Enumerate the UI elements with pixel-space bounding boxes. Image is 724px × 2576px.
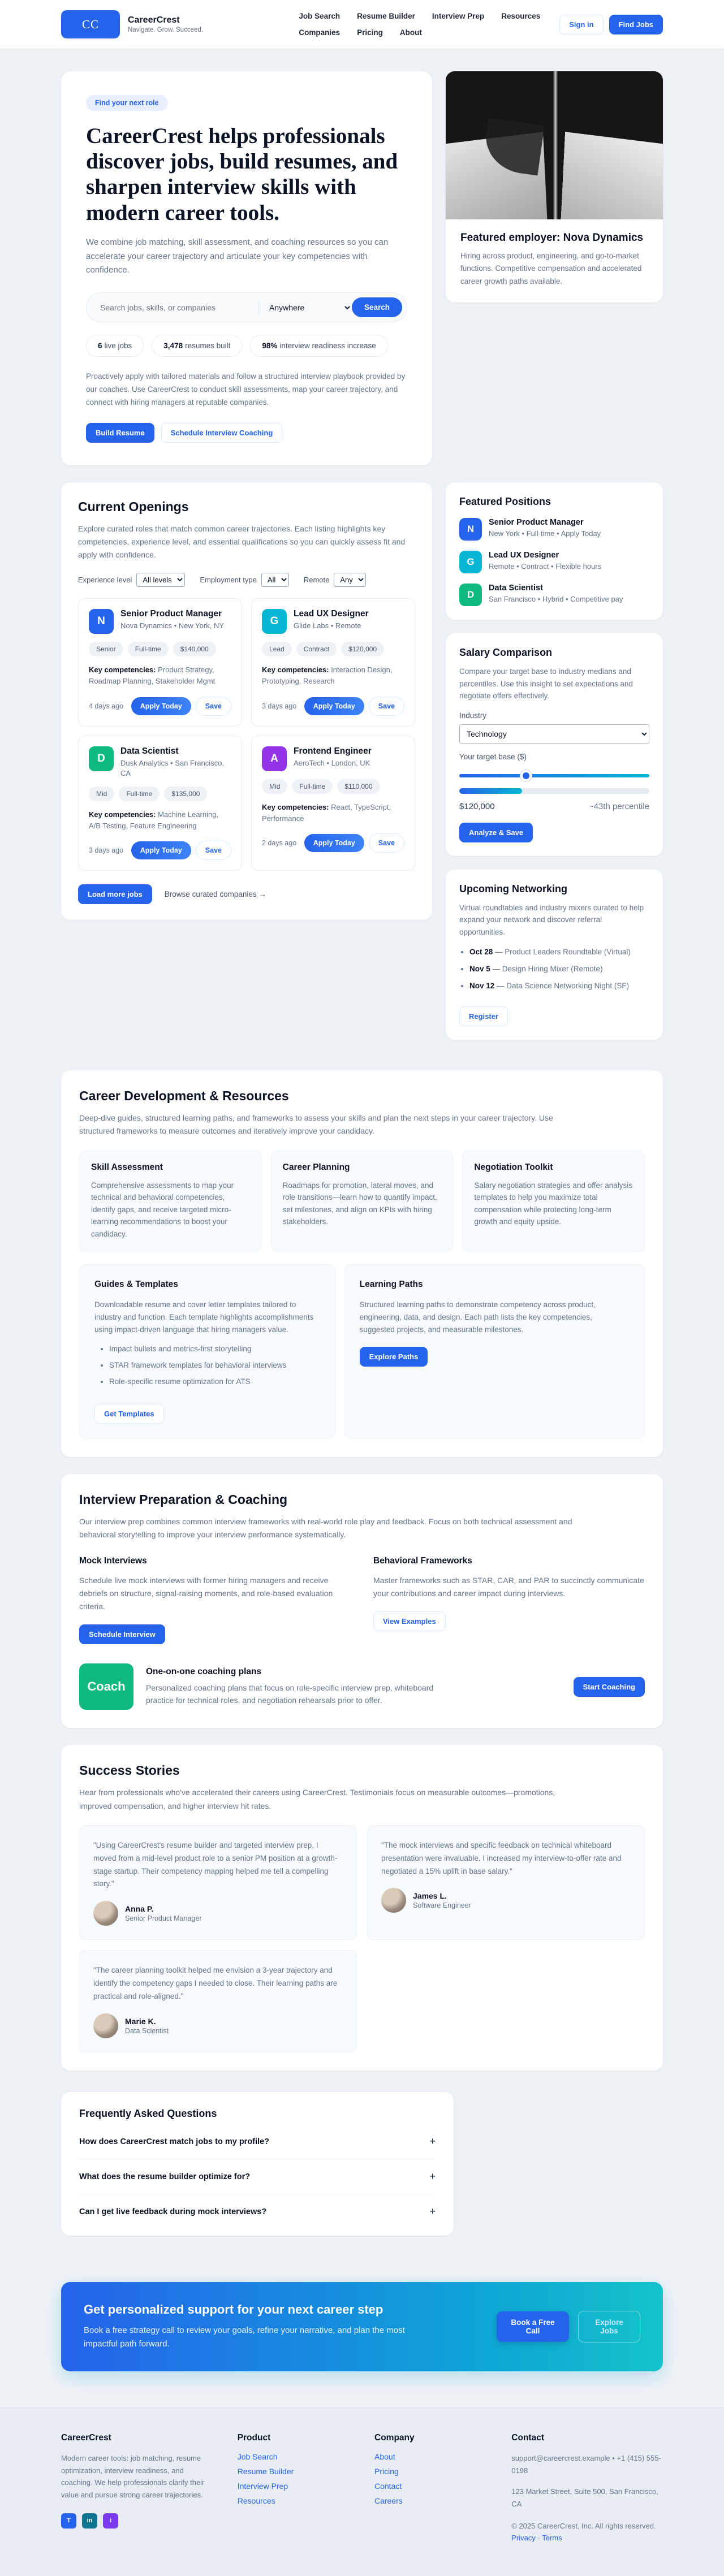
position-meta: New York • Full-time • Apply Today — [489, 529, 601, 538]
job-title: Data Scientist — [120, 746, 179, 756]
testimonial-quote: "The mock interviews and specific feedback on technical whiteboard presentation were invaluable. I increased my interview-to-offer rate and negotiated a 15% uplift in base salary." — [381, 1840, 622, 1875]
hero-section — [61, 71, 663, 465]
job-tag: Mid — [262, 779, 287, 794]
hero-subtitle: We combine job matching, skill assessment, and coaching resources so you can accelerate your career trajectory and articulate your key competencies with confidence. — [86, 237, 389, 275]
networking-text: Virtual roundtables and industry mixers curated to help expand your network and discover referral opportunities. — [459, 903, 644, 936]
header — [0, 0, 724, 49]
testimonial-quote: "The career planning toolkit helped me envision a 3-year trajectory and identify the competency gaps I needed to close. Their learning paths are practical and role-aligned." — [93, 1966, 338, 2001]
job-tag: Contract — [296, 642, 337, 656]
networking-event: • Nov 12 — Data Science Networking Night (SF) — [469, 980, 649, 992]
testimonial-role: Senior Product Manager — [125, 1914, 202, 1923]
filter-select[interactable] — [136, 573, 185, 587]
save-job-button[interactable]: Save — [196, 841, 231, 860]
behavioral-text: Master frameworks such as STAR, CAR, and PAR to succinctly communicate your contributions and career impact during interviews. — [373, 1576, 644, 1598]
load-more-jobs-button[interactable]: Load more jobs — [78, 884, 152, 904]
search-input[interactable] — [100, 303, 251, 312]
industry-select[interactable] — [459, 724, 649, 744]
testimonial-role: Software Engineer — [413, 1901, 471, 1910]
behavioral-title: Behavioral Frameworks — [373, 1556, 472, 1566]
hero-badge: Find your next role — [86, 95, 168, 111]
position-initial-icon: N — [459, 518, 482, 541]
save-job-button[interactable]: Save — [369, 697, 404, 716]
footer-link[interactable]: Job Search — [237, 2452, 278, 2462]
interview-title: Interview Preparation & Coaching — [79, 1492, 288, 1507]
brand-tagline: Navigate. Grow. Succeed. — [128, 27, 203, 33]
guides-bullet: • STAR framework templates for behavioral interviews — [109, 1360, 320, 1372]
job-company-location: Dusk Analytics • San Francisco, CA — [120, 758, 225, 777]
start-coaching-button[interactable]: Start Coaching — [574, 1677, 645, 1697]
brand-block — [128, 15, 203, 33]
networking-event: • Nov 5 — Design Hiring Mixer (Remote) — [469, 963, 649, 975]
sidebar — [446, 482, 663, 1053]
privacy-link[interactable]: Privacy — [511, 2534, 536, 2543]
job-title: Frontend Engineer — [294, 746, 372, 756]
cta-title: Get personalized support for your next career step — [84, 2302, 383, 2317]
sign-in-button[interactable]: Sign in — [559, 15, 603, 34]
stat-pill: 3,478 resumes built — [152, 335, 242, 357]
success-stories-panel — [61, 1745, 663, 2071]
footer-contact-column — [511, 2433, 663, 2544]
company-initial-icon: A — [262, 746, 287, 771]
apply-today-button[interactable]: Apply Today — [304, 697, 364, 715]
jobs-grid — [78, 598, 415, 871]
featured-employer-card — [446, 71, 663, 302]
guides-text: Downloadable resume and cover letter templates tailored to industry and function. Each template highlights accomplishments using impact-driven language that hiring managers value. — [94, 1300, 314, 1334]
faq-item[interactable] — [79, 2194, 436, 2229]
learning-paths-card — [344, 1264, 645, 1439]
featured-positions-title: Featured Positions — [459, 496, 551, 507]
search-button[interactable]: Search — [352, 297, 402, 317]
salary-title: Salary Comparison — [459, 647, 553, 658]
build-resume-button[interactable]: Build Resume — [86, 423, 154, 443]
resources-title: Career Development & Resources — [79, 1088, 289, 1104]
job-company-location: Nova Dynamics • New York, NY — [120, 621, 225, 630]
job-title: Lead UX Designer — [294, 609, 369, 619]
twitter-icon[interactable]: T — [61, 2513, 76, 2529]
expand-plus-icon[interactable]: + — [429, 2206, 436, 2218]
job-tag: Lead — [262, 642, 292, 656]
target-base-label: Your target base ($) — [459, 752, 527, 761]
filter-experience-level: Experience level All levels — [78, 573, 185, 587]
featured-employer-title: Featured employer: Nova Dynamics — [460, 232, 644, 244]
salary-comparison-card — [446, 633, 663, 856]
footer-link[interactable]: Resources — [237, 2496, 275, 2506]
resource-card-title: Skill Assessment — [91, 1162, 163, 1172]
company-initial-icon: D — [89, 746, 114, 771]
expand-plus-icon[interactable]: + — [429, 2136, 436, 2147]
target-base-slider[interactable] — [459, 770, 649, 781]
resource-card-text: Roadmaps for promotion, lateral moves, and role transitions—learn how to quantify impact, set milestones, and align on KPIs with hiring stakeholders. — [282, 1181, 437, 1226]
stories-title: Success Stories — [79, 1763, 180, 1778]
slider-thumb[interactable] — [520, 770, 532, 781]
linkedin-icon[interactable]: in — [82, 2513, 97, 2529]
apply-today-button[interactable]: Apply Today — [131, 841, 191, 859]
openings-title: Current Openings — [78, 499, 189, 514]
job-tag: Full-time — [292, 779, 333, 794]
resource-card-text: Comprehensive assessments to map your technical and behavioral competencies, identify gaps, and receive targeted micro-learning recommendations to boost your candidacy. — [91, 1181, 234, 1238]
company-initial-icon: G — [262, 609, 287, 634]
job-search-bar — [86, 292, 407, 322]
hero-title: CareerCrest helps professionals discover jobs, build resumes, and sharpen interview skills with modern career tools. — [86, 124, 398, 225]
job-competencies: Key competencies: Product Strategy, Roadmap Planning, Stakeholder Mgmt — [89, 665, 216, 686]
position-title: Senior Product Manager — [489, 518, 584, 527]
schedule-coaching-button[interactable]: Schedule Interview Coaching — [161, 423, 283, 443]
percentile-meter — [459, 788, 649, 794]
job-card — [251, 598, 415, 726]
job-company-location: AeroTech • London, UK — [294, 758, 370, 767]
faq-item[interactable] — [79, 2124, 436, 2159]
find-jobs-button[interactable]: Find Jobs — [609, 15, 663, 34]
brand-name: CareerCrest — [128, 15, 180, 25]
resource-card-title: Career Planning — [282, 1162, 350, 1172]
get-templates-button[interactable]: Get Templates — [94, 1404, 164, 1424]
faq-question: How does CareerCrest match jobs to my profile? — [79, 2137, 269, 2146]
footer-copyright: © 2025 CareerCrest, Inc. All rights reserved. Privacy · Terms — [511, 2521, 656, 2543]
testimonial-quote: "Using CareerCrest's resume builder and targeted interview prep, I moved from a mid-level product role to a senior PM position at a growth-stage startup. Their competency mapping helped me tell a compelling story." — [93, 1840, 338, 1888]
job-card — [78, 598, 242, 726]
resource-card-text: Salary negotiation strategies and offer analysis templates to help you maximize total compensation while protecting long-term growth and equity upside. — [474, 1181, 632, 1226]
resources-subtitle: Deep-dive guides, structured learning paths, and frameworks to assess your skills and plan the next steps in your career trajectory. Use structured frameworks to measure outcomes and iteratively improve your candidacy. — [79, 1113, 553, 1136]
nav-link[interactable]: About — [399, 28, 422, 37]
job-tag: $110,000 — [337, 779, 380, 794]
learning-text: Structured learning paths to demonstrate competency across product, engineering, data, and design. Each path lists the key competencies, suggested projects, and measurable milestones. — [359, 1300, 596, 1334]
nav-link[interactable]: Pricing — [357, 28, 383, 37]
terms-link[interactable]: Terms — [542, 2534, 562, 2543]
view-examples-button[interactable]: View Examples — [373, 1611, 446, 1631]
faq-question: What does the resume builder optimize for? — [79, 2172, 251, 2181]
job-tag: $135,000 — [164, 786, 207, 801]
hero-card — [61, 71, 432, 465]
main-nav — [299, 12, 540, 37]
salary-text: Compare your target base to industry medians and percentiles. Use this insight to set expectations and negotiate offers effectively. — [459, 667, 633, 701]
salary-percentile: ~43th percentile — [588, 801, 649, 811]
nav-link[interactable]: Job Search — [299, 12, 341, 20]
job-card — [78, 736, 242, 871]
nav-link[interactable]: Resources — [501, 12, 541, 20]
featured-positions-card — [446, 482, 663, 620]
footer-company-title: Company — [374, 2433, 415, 2443]
footer-link[interactable]: Careers — [374, 2496, 403, 2506]
job-filters — [78, 573, 415, 587]
position-meta: San Francisco • Hybrid • Competitive pay — [489, 595, 623, 603]
job-tag: $140,000 — [173, 642, 216, 656]
book-free-call-button[interactable]: Book a Free Call — [497, 2311, 569, 2342]
testimonial-card — [367, 1825, 645, 1940]
position-meta: Remote • Contract • Flexible hours — [489, 562, 602, 570]
job-title: Senior Product Manager — [120, 609, 222, 619]
faq-panel — [61, 2092, 454, 2236]
save-job-button[interactable]: Save — [369, 833, 404, 853]
footer-link[interactable]: About — [374, 2452, 395, 2462]
job-competencies: Key competencies: React, TypeScript, Performance — [262, 802, 391, 823]
mock-interviews-title: Mock Interviews — [79, 1556, 147, 1566]
explore-paths-button[interactable]: Explore Paths — [360, 1347, 428, 1367]
faq-item[interactable] — [79, 2159, 436, 2194]
featured-position-item[interactable] — [459, 518, 649, 541]
job-card — [251, 736, 415, 871]
footer-link[interactable]: Pricing — [374, 2467, 399, 2476]
footer-product-title: Product — [237, 2433, 271, 2443]
testimonial-role: Data Scientist — [125, 2027, 169, 2035]
job-posted-age: 2 days ago — [262, 839, 297, 847]
position-title: Lead UX Designer — [489, 551, 559, 560]
footer-link[interactable]: Resume Builder — [237, 2467, 294, 2476]
job-tag: Full-time — [128, 642, 169, 656]
mock-interviews-text: Schedule live mock interviews with former hiring managers and receive debriefs on structure, signal-raising moments, and role-based evaluation criteria. — [79, 1576, 333, 1611]
guides-bullet: • Impact bullets and metrics-first storytelling — [109, 1343, 320, 1355]
coaching-row — [79, 1663, 645, 1710]
divider — [258, 301, 259, 314]
networking-event: • Oct 28 — Product Leaders Roundtable (Virtual) — [469, 946, 649, 958]
footer-link[interactable]: Interview Prep — [237, 2482, 288, 2491]
nav-link[interactable]: Companies — [299, 28, 341, 37]
featured-employer-text: Hiring across product, engineering, and go-to-market functions. Competitive compensation and accelerated career growth paths available. — [460, 252, 642, 286]
filter-remote: Remote Any — [304, 573, 367, 587]
footer-contact-line1: support@careercrest.example • +1 (415) 555-0198 — [511, 2454, 661, 2475]
company-initial-icon: N — [89, 609, 114, 634]
resources-panel — [61, 1070, 663, 1457]
featured-position-item[interactable] — [459, 584, 649, 606]
footer-company-column — [374, 2433, 486, 2544]
footer-link[interactable]: Contact — [374, 2482, 402, 2491]
avatar — [93, 1901, 118, 1926]
featured-position-item[interactable] — [459, 551, 649, 573]
job-tag: $120,000 — [341, 642, 384, 656]
faq-title: Frequently Asked Questions — [79, 2108, 217, 2120]
copyright-text: © 2025 CareerCrest, Inc. All rights reserved. — [511, 2521, 656, 2530]
footer-contact-line2: 123 Market Street, Suite 500, San Francisco, CA — [511, 2487, 658, 2508]
featured-employer-photo — [446, 71, 663, 219]
position-initial-icon: G — [459, 551, 482, 573]
location-select[interactable] — [267, 302, 352, 313]
position-title: Data Scientist — [489, 584, 543, 593]
coach-badge: Coach — [79, 1663, 133, 1710]
job-company-location: Glide Labs • Remote — [294, 621, 361, 630]
openings-subtitle: Explore curated roles that match common career trajectories. Each listing highlights key competencies, experience level, and essential qualifications so you can quickly assess fit and apply with confidence. — [78, 524, 406, 560]
job-competencies: Key competencies: Interaction Design, Prototyping, Research — [262, 665, 393, 686]
learning-title: Learning Paths — [359, 1280, 423, 1290]
browse-companies-link[interactable]: Browse curated companies → — [164, 890, 266, 899]
testimonial-name: Anna P. — [125, 1904, 154, 1914]
logo[interactable]: CC — [61, 10, 120, 38]
filter-select[interactable] — [261, 573, 289, 587]
apply-today-button[interactable]: Apply Today — [131, 697, 191, 715]
job-tag: Full-time — [119, 786, 160, 801]
testimonial-name: James L. — [413, 1891, 447, 1901]
testimonial-name: Marie K. — [125, 2017, 156, 2026]
schedule-interview-button[interactable]: Schedule Interview — [79, 1624, 165, 1644]
filter-employment-type: Employment type All — [200, 573, 288, 587]
cta-banner — [61, 2282, 663, 2371]
guides-bullet: • Role-specific resume optimization for ATS — [109, 1376, 320, 1388]
job-posted-age: 4 days ago — [89, 702, 124, 710]
nav-link[interactable]: Interview Prep — [432, 12, 485, 20]
interview-panel — [61, 1474, 663, 1728]
resource-card — [271, 1151, 454, 1252]
coaching-text: Personalized coaching plans that focus on role-specific interview prep, whiteboard practice for technical roles, and negotiation rehearsals prior to offer. — [146, 1683, 434, 1705]
hero-note: Proactively apply with tailored materials and follow a structured interview playbook provided by our coaches. Use CareerCrest to conduct skill assessments, map your career trajectory, and connect with hiring managers at reputable companies. — [86, 372, 406, 407]
explore-jobs-button[interactable]: Explore Jobs — [578, 2311, 640, 2342]
stat-pill: 6 live jobs — [86, 335, 144, 357]
resource-card — [79, 1151, 262, 1252]
interview-subtitle: Our interview prep combines common interview frameworks with real-world role play and feedback. Focus on both technical assessment and behavioral storytelling to improve your interview performance systematically. — [79, 1517, 572, 1540]
industry-label: Industry — [459, 711, 487, 720]
networking-card — [446, 870, 663, 1040]
faq-question: Can I get live feedback during mock interviews? — [79, 2207, 267, 2216]
save-job-button[interactable]: Save — [196, 697, 231, 716]
expand-plus-icon[interactable]: + — [429, 2171, 436, 2182]
testimonial-card — [79, 1825, 357, 1940]
position-initial-icon: D — [459, 584, 482, 606]
job-competencies: Key competencies: Machine Learning, A/B Testing, Feature Engineering — [89, 810, 219, 831]
networking-title: Upcoming Networking — [459, 883, 568, 894]
coaching-title: One-on-one coaching plans — [146, 1667, 262, 1677]
cta-text: Book a free strategy call to review your goals, refine your narrative, and plan the most impactful path forward. — [84, 2326, 405, 2349]
instagram-icon[interactable]: i — [103, 2513, 118, 2529]
current-openings-panel — [61, 482, 432, 920]
filter-select[interactable] — [334, 573, 366, 587]
register-button[interactable]: Register — [459, 1006, 508, 1026]
networking-events — [459, 946, 649, 992]
resource-card-title: Negotiation Toolkit — [474, 1162, 553, 1172]
job-tag: Senior — [89, 642, 123, 656]
salary-amount: $120,000 — [459, 801, 495, 811]
avatar — [381, 1888, 406, 1913]
guides-title: Guides & Templates — [94, 1280, 178, 1290]
testimonial-card — [79, 1950, 357, 2052]
footer-blurb: Modern career tools: job matching, resume optimization, interview readiness, and coaching. We help professionals clarify their value and pursue strong career trajectories. — [61, 2454, 205, 2499]
footer-brand-column — [61, 2433, 213, 2544]
mock-interviews-block — [79, 1556, 351, 1644]
footer — [0, 2408, 724, 2576]
guides-templates-card — [79, 1264, 335, 1439]
job-posted-age: 3 days ago — [262, 702, 297, 710]
hero-stats — [86, 335, 407, 357]
footer-contact-title: Contact — [511, 2433, 544, 2443]
resource-card — [462, 1151, 645, 1252]
footer-product-column — [238, 2433, 350, 2544]
behavioral-frameworks-block — [373, 1556, 645, 1644]
analyze-save-button[interactable]: Analyze & Save — [459, 823, 533, 842]
stat-pill: 98% interview readiness increase — [250, 335, 387, 357]
job-tag: Mid — [89, 786, 114, 801]
stories-subtitle: Hear from professionals who've accelerated their careers using CareerCrest. Testimonials focus on measurable outcomes—promotions, improved compensation, and higher interview hit rates. — [79, 1788, 555, 1810]
footer-brand: CareerCrest — [61, 2433, 111, 2443]
nav-link[interactable]: Resume Builder — [357, 12, 415, 20]
avatar — [93, 2013, 118, 2038]
apply-today-button[interactable]: Apply Today — [304, 834, 364, 852]
job-posted-age: 3 days ago — [89, 846, 124, 855]
